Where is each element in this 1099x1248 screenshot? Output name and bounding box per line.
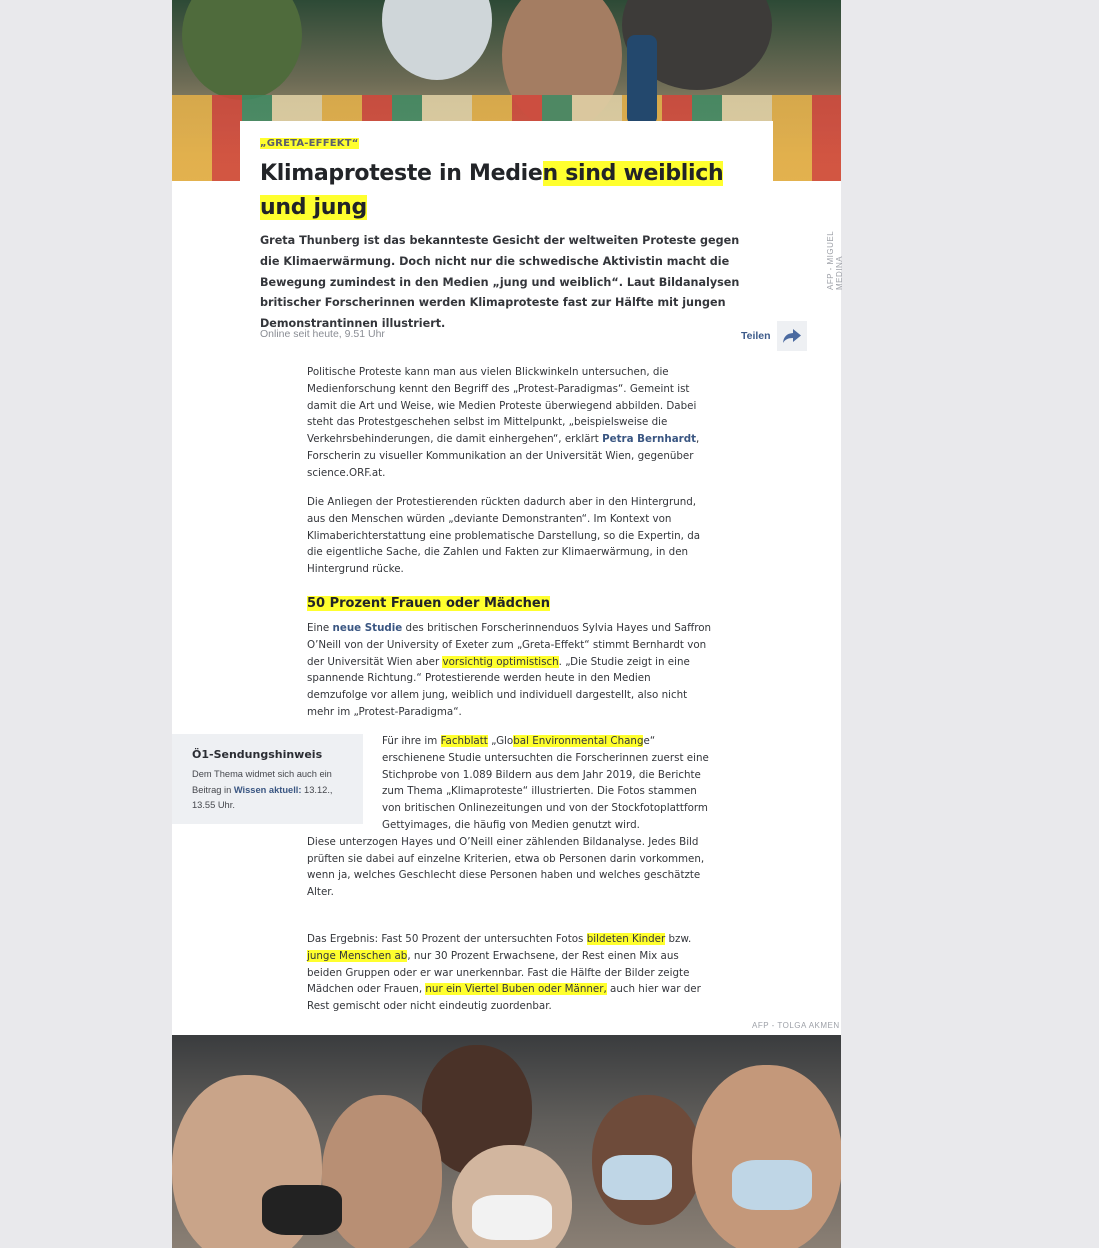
subheading: 50 Prozent Frauen oder Mädchen [307,596,550,611]
paragraph-2: Die Anliegen der Protestierenden rückten dadurch aber in den Hintergrund, aus den Menschen würden „deviante Demonstranten“. Im Kontext von Klimaberichterstattung eine problematische Darstellung, so die Expertin, da die eigentliche Sache, die Zahlen und Fakten zur Klimaerwärmung, in den Hintergrund rücke. [307,496,701,576]
link-neue-studie[interactable]: neue Studie [332,622,403,634]
broadcast-note [172,734,363,824]
protest-photo [172,1035,841,1248]
lead-text: Greta Thunberg ist das bekannteste Gesicht der weltweiten Proteste gegen die Klimaerwärmung. Doch nicht nur die schwedische Aktivistin macht die Bewegung zumindest in den Medien „jung und weiblich“. Laut Bildanalysen britischer Forscherinnen werden Klimaproteste fast zur Hälfte mit jungen Demonstrantinnen illustriert. [260,234,740,331]
kicker: „GRETA-EFFEKT“ [260,138,359,149]
article-header [240,121,773,361]
dateline: Online seit heute, 9.51 Uhr [260,328,385,340]
link-wissen-aktuell[interactable]: Wissen aktuell: [233,784,302,795]
link-petra-bernhardt[interactable]: Petra Bernhardt [602,433,697,446]
photo-credit: AFP - TOLGA AKMEN [752,1021,840,1030]
paragraph-3: Eine neue Studie des britischen Forscherinnenduos Sylvia Hayes und Saffron O’Neill von der University of Exeter zum „Greta-Effekt“ stimmt Bernhardt von der Universität Wien aber vorsichtig optimistisch. „Die Studie zeigt in eine spannende Richtung.“ Protestierende werden heute in den Medien demzufolge vor allem jung, weiblich und individuell dargestellt, also nicht mehr im „Protest-Paradigma“. [307,622,712,718]
broadcast-note-text: Dem Thema widmet sich auch ein Beitrag in Wissen aktuell: 13.12., 13.55 Uhr. [192,769,333,810]
share-button[interactable] [741,321,807,351]
broadcast-note-title: Ö1-Sendungshinweis [192,748,323,761]
paragraph-1: Politische Proteste kann man aus vielen Blickwinkeln untersuchen, die Medienforschung kennt den Begriff des „Protest-Paradigmas“. Gemeint ist damit die Art und Weise, wie Medien Proteste überwiegend abbilden. Dabei steht das Protestgeschehen selbst im Mittelpunkt, „beispielsweise die Verkehrsbehinderungen, die damit einhergehen“, erklärt Petra Bernhardt, Forscherin zu visueller Kommunikation an der Universität Wien, gegenüber science.ORF.at. [307,366,700,479]
paragraph-5: Das Ergebnis: Fast 50 Prozent der untersuchten Fotos bildeten Kinder bzw. junge Menschen ab, nur 30 Prozent Erwachsene, der Rest einen Mix aus beiden Gruppen oder er war unerkennbar. Fast die Hälfte der Bilder zeigte Mädchen oder Frauen, nur ein Viertel Buben oder Männer, auch hier war der Rest gemischt oder nicht eindeutig zuordenbar. [307,933,701,1013]
hero-photo-credit: AFP - MIGUEL MEDINA [826,231,844,290]
share-label: Teilen [741,330,771,342]
headline: Klimaproteste in Medien sind weiblich und jung [260,161,724,220]
paragraph-4: Für ihre im Fachblatt „Global Environmental Change“ erschienene Studie untersuchten die Forscherinnen zuerst eine Stichprobe von 1.089 Bildern aus dem Jahr 2019, die Berichte zum Thema „Klimaproteste“ illustrierten. Die Fotos stammen von britischen Onlinezeitungen und von der Stockfotoplattform Gettyimages, die häufig von Medien genutzt wird. Diese unterzogen Hayes und O’Neill einer zählenden Bildanalyse. Jedes Bild prüften sie dabei auf einzelne Kriterien, etwa ob Personen darin vorkommen, wenn ja, welches Geschlecht diese Personen haben und welches geschätzte Alter. [307,735,709,899]
share-arrow-icon[interactable] [777,321,807,351]
